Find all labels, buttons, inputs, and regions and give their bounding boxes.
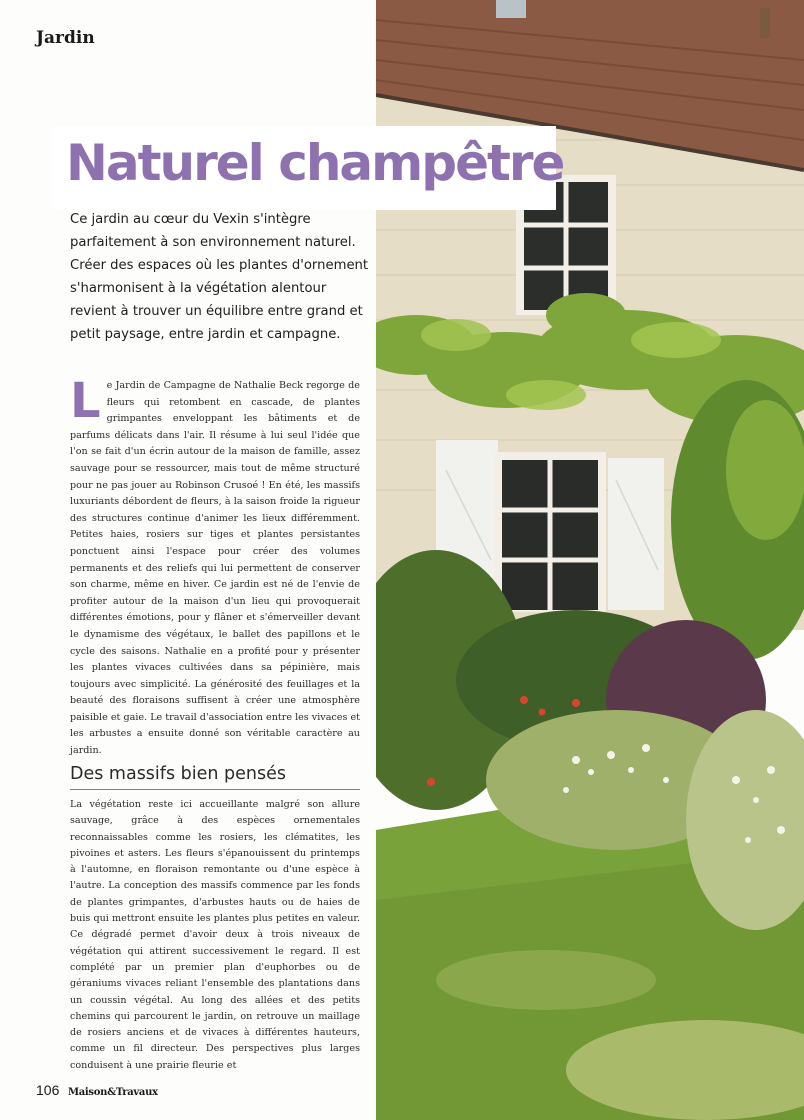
body-paragraph-1: e Jardin de Campagne de Nathalie Beck regorge de fleurs qui retombent en cascade, de plantes grimpantes enveloppant les bâtiments et de parfums délicats dans l'air. Il résume à lui seul l'idée que l'on se fait d'un écrin autour de la maison de famille, assez sauvage pour se ressourcer, mais tout de même structuré pour ne pas jouer au Robinson Crusoé ! En été, les massifs luxuriants débordent de fleurs, à la saison froide la rigueur des structures continue d'animer les lieux différemment. Petites haies, rosiers sur tiges et plantes persistantes ponctuent ainsi l'espace pour créer des volumes permanents et des reliefs qui lui permettent de conserver son charme, même en hiver. Ce jardin est né de l'envie de profiter autour de la maison d'un lieu qui provoquerait différentes émotions, pour y flâner et s'émerveiller devant le dynamisme des végétaux, le ballet des papillons et le cycle des saisons. Nathalie en a profité pour y présenter les plantes vivaces cultivées dans sa pépinière, mais toujours avec simplicité. La générosité des feuillages et la beauté des floraisons suffisent à créer une atmosphère paisible et gaie. Le travail d'association entre les vivaces et les arbustes a ensuite donné son véritable caractère au jardin. (70, 380, 360, 757)
section-subheading: Des massifs bien pensés (70, 764, 360, 790)
page-number: 106 (36, 1082, 60, 1098)
article-body (70, 373, 360, 760)
page-footer (36, 1082, 158, 1098)
article-title: Naturel champêtre (66, 134, 564, 192)
section-label: Jardin (36, 28, 95, 48)
magazine-logo: Maison&Travaux (67, 1087, 158, 1098)
body-paragraph-2: La végétation reste ici accueillante malgré son allure sauvage, grâce à des espèces ornementales reconnaissables comme les rosiers, les clématites, les pivoines et asters. Les fleurs s'épanouissent du printemps à l'automne, en floraison remontante ou d'une espèce à l'autre. La conception des massifs commence par les fonds de plantes grimpantes, d'arbustes hauts ou de haies de buis qui mettront ensuite les plantes plus petites en valeur. Ce dégradé permet d'avoir deux à trois niveaux de végétation qui attirent successivement le regard. Il est complété par un premier plan d'euphorbes ou de géraniums vivaces reliant l'ensemble des plantations dans un coussin végétal. Au long des allées et des petits chemins qui parcourent le jardin, on retrouve un maillage de rosiers anciens et de vivaces à différentes hauteurs, comme un fil directeur. Des perspectives plus larges conduisent à une prairie fleurie et (70, 799, 360, 1071)
article-intro: Ce jardin au cœur du Vexin s'intègre parfaitement à son environnement naturel. Créer des espaces où les plantes d'ornement s'harmonisent à la végétation alentour revient à trouver un équilibre entre grand et petit paysage, entre jardin et campagne. (70, 212, 369, 342)
drop-cap: L (70, 373, 101, 429)
